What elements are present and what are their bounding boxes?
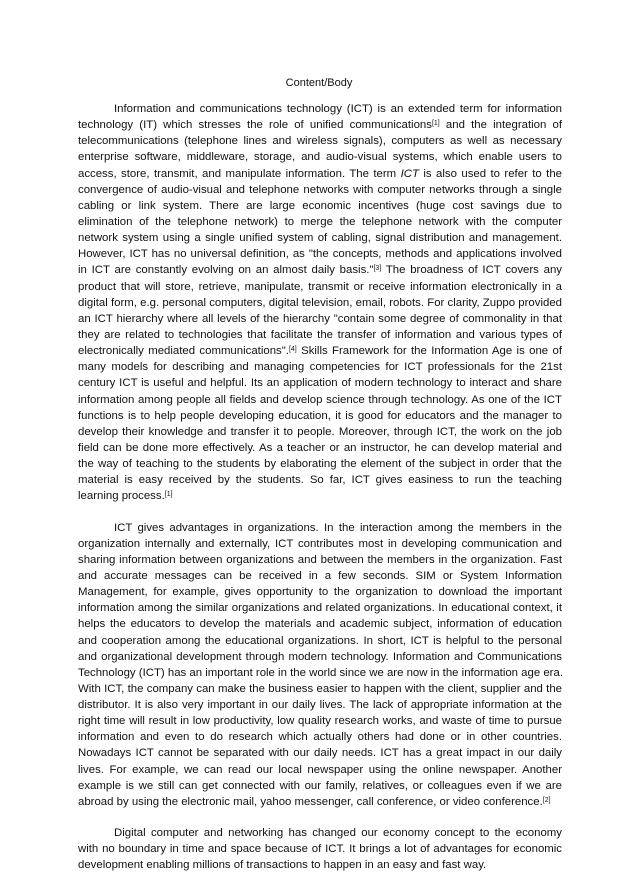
citation-marker: [1] xyxy=(431,120,440,128)
text-line: However, ICT has no universal definition, as "the concepts, methods and applications involved xyxy=(78,248,562,261)
text-line: enterprise software, middleware, storage, and audio-visual systems, which enable users to xyxy=(78,151,562,164)
italic-term: ICT xyxy=(400,167,419,180)
text-line: distributor. It is also very important in our daily lives. The lack of appropriate information at the xyxy=(78,699,562,712)
text-line: lives. For example, we can read our local newspaper using the online newspaper. Another xyxy=(78,763,562,776)
citation-marker: [3] xyxy=(373,265,382,273)
text-line: century ICT is useful and helpful. Its an application of modern technology to interact and share xyxy=(78,377,562,390)
text-line: develop their knowledge and transfer it to people. Moreover, through ICT, the work on the job xyxy=(78,425,562,438)
text-line: and organizational development through modern technology. Information and Communications xyxy=(78,650,562,663)
text-line: organization internally and externally, ICT contributes most in developing communication and xyxy=(78,537,562,550)
text-line: technology (IT) which stresses the role of unified communications[1] and the integration of xyxy=(78,119,562,132)
text-line: Information and communications technology (ICT) is an extended term for information xyxy=(114,103,562,115)
document-body xyxy=(78,101,562,873)
text-line: cabling or link system. There are large economic incentives (huge cost savings due to xyxy=(78,199,562,212)
text-line: the way of teaching to the students by elaborating the element of the subject in order that the xyxy=(78,458,562,471)
text-line: material is easy received by the students. So far, ICT gives easiness to run the teaching xyxy=(78,474,562,487)
text-line: Nowadays ICT cannot be separated with our daily needs. ICT has a great impact in our daily xyxy=(78,747,562,760)
text-line: abroad by using the electronic mail, yahoo messenger, call conference, or video conference.[2] xyxy=(78,795,551,808)
text-line: field can be done more effectively. As a teacher or an instructor, he can develop material and xyxy=(78,441,562,454)
text-line: digital form, e.g. personal computers, digital television, email, robots. For clarity, Zuppo provided xyxy=(78,296,562,309)
text-line: Digital computer and networking has changed our economy concept to the economy xyxy=(114,827,562,840)
text-line: information among the similar organizations and related organizations. In educational context, it xyxy=(78,602,562,615)
text-line: Management, for example, gives opportunity to the organization to download the important xyxy=(78,586,562,599)
text-line: an ICT hierarchy where all levels of the hierarchy "contain some degree of commonality in that xyxy=(78,312,562,325)
text-line: right time will result in low productivity, low quality research works, and waste of time to pursue xyxy=(78,715,562,728)
paragraph xyxy=(78,101,562,505)
text-line: example is we still can get connected with our family, relatives, or colleagues even if we are xyxy=(78,779,562,792)
text-line: with no boundary in time and space because of ICT. It brings a lot of advantages for economic xyxy=(78,843,562,856)
text-line: learning process.[1] xyxy=(78,490,173,503)
text-line: and accurate messages can be received in a few seconds. SIM or System Information xyxy=(78,569,562,582)
text-line: electronically mediated communications".[4] Skills Framework for the Information Age is one of xyxy=(78,345,562,358)
text-line: information among people all fields and develop science through technology. As one of the ICT xyxy=(78,393,562,406)
text-line: With ICT, the company can make the business easier to happen with the client, supplier and the xyxy=(78,682,562,695)
text-line: product that will store, retrieve, manipulate, transmit or receive information electronically in a xyxy=(78,280,562,293)
text-line: functions is to help people developing education, it is good for educators and the manager to xyxy=(78,409,562,422)
text-line: many models for describing and managing competencies for ICT professionals for the 21st xyxy=(78,361,562,374)
page-title: Content/Body xyxy=(285,77,353,89)
text-line: and cooperation among the educational organizations. In short, ICT is helpful to the personal xyxy=(78,634,562,647)
text-line: they are related to technologies that facilitate the transfer of information and various types of xyxy=(78,328,562,341)
text-line: development enabling millions of transactions to happen in an easy and fast way. xyxy=(78,859,487,872)
text-line: convergence of audio-visual and telephone networks with computer networks through a single xyxy=(78,183,562,196)
text-line: network system using a single unified system of cabling, signal distribution and management. xyxy=(78,232,562,245)
paragraph xyxy=(78,825,562,873)
text-line: access, store, transmit, and manipulate information. The term ICT is also used to refer to the xyxy=(78,167,562,180)
text-line: Technology (ICT) has an important role in the world since we are now in the information age era. xyxy=(78,666,563,679)
text-line: elimination of the telephone network) to merge the telephone network with the computer xyxy=(78,215,562,228)
text-line: ICT gives advantages in organizations. In the interaction among the members in the xyxy=(114,521,562,534)
citation-marker: [2] xyxy=(542,796,551,804)
text-line: information and even to do research which actually others had done or in other countries. xyxy=(78,731,562,744)
text-line: telecommunications (telephone lines and wireless signals), computers as well as necessary xyxy=(78,135,562,148)
citation-marker: [4] xyxy=(288,346,297,354)
text-line: in ICT are constantly evolving on an almost daily basis."[3] The broadness of ICT covers any xyxy=(78,264,562,277)
citation-marker: [1] xyxy=(164,491,173,499)
paragraph xyxy=(78,520,562,811)
text-line: helps the educators to develop the materials and academic subject, information of education xyxy=(78,618,562,631)
text-line: sharing information between organizations and between the members in the organization. Fast xyxy=(78,553,562,566)
